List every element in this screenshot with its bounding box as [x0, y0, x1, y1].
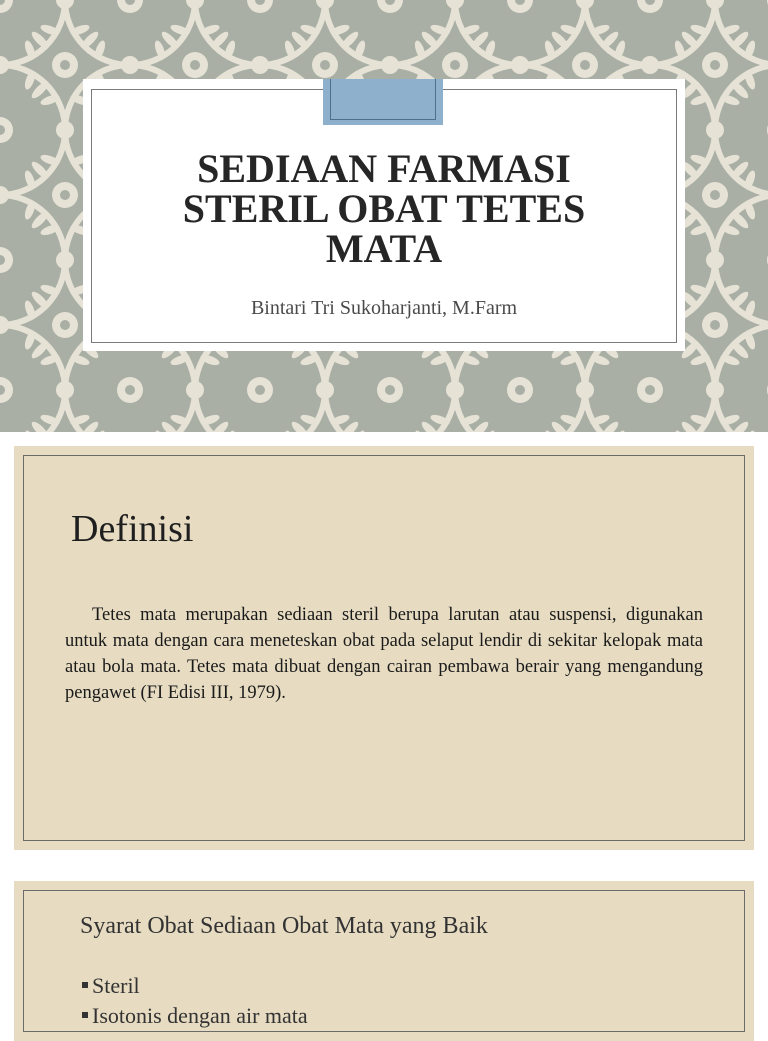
author-name: Bintari Tri Sukoharjanti, M.Farm	[250, 297, 518, 319]
list-item	[82, 1001, 308, 1031]
title-slide	[0, 0, 768, 432]
definition-paragraph: Tetes mata merupakan sediaan steril berupa larutan atau suspensi, digunakan untuk mata dengan cara meneteskan obat pada selaput lendir di sekitar kelopak mata atau bola mata. Tetes mata dibuat dengan cairan pembawa berair yang mengandung pengawet (FI Edisi III, 1979).	[65, 605, 703, 703]
requirements-slide	[14, 881, 754, 1041]
definition-heading: Definisi	[71, 508, 194, 550]
list-item-label: Steril	[92, 973, 140, 998]
square-bullet-icon	[82, 1012, 88, 1018]
title-card	[83, 79, 685, 351]
requirements-heading: Syarat Obat Sediaan Obat Mata yang Baik	[80, 913, 488, 939]
title-accent-tab	[323, 79, 443, 125]
list-item	[82, 971, 308, 1001]
presentation-title: SEDIAAN FARMASI STERIL OBAT TETES MATA	[182, 146, 586, 271]
list-item-label: Isotonis dengan air mata	[92, 1003, 308, 1028]
requirements-list	[82, 971, 308, 1031]
definition-slide	[14, 446, 754, 850]
square-bullet-icon	[82, 982, 88, 988]
